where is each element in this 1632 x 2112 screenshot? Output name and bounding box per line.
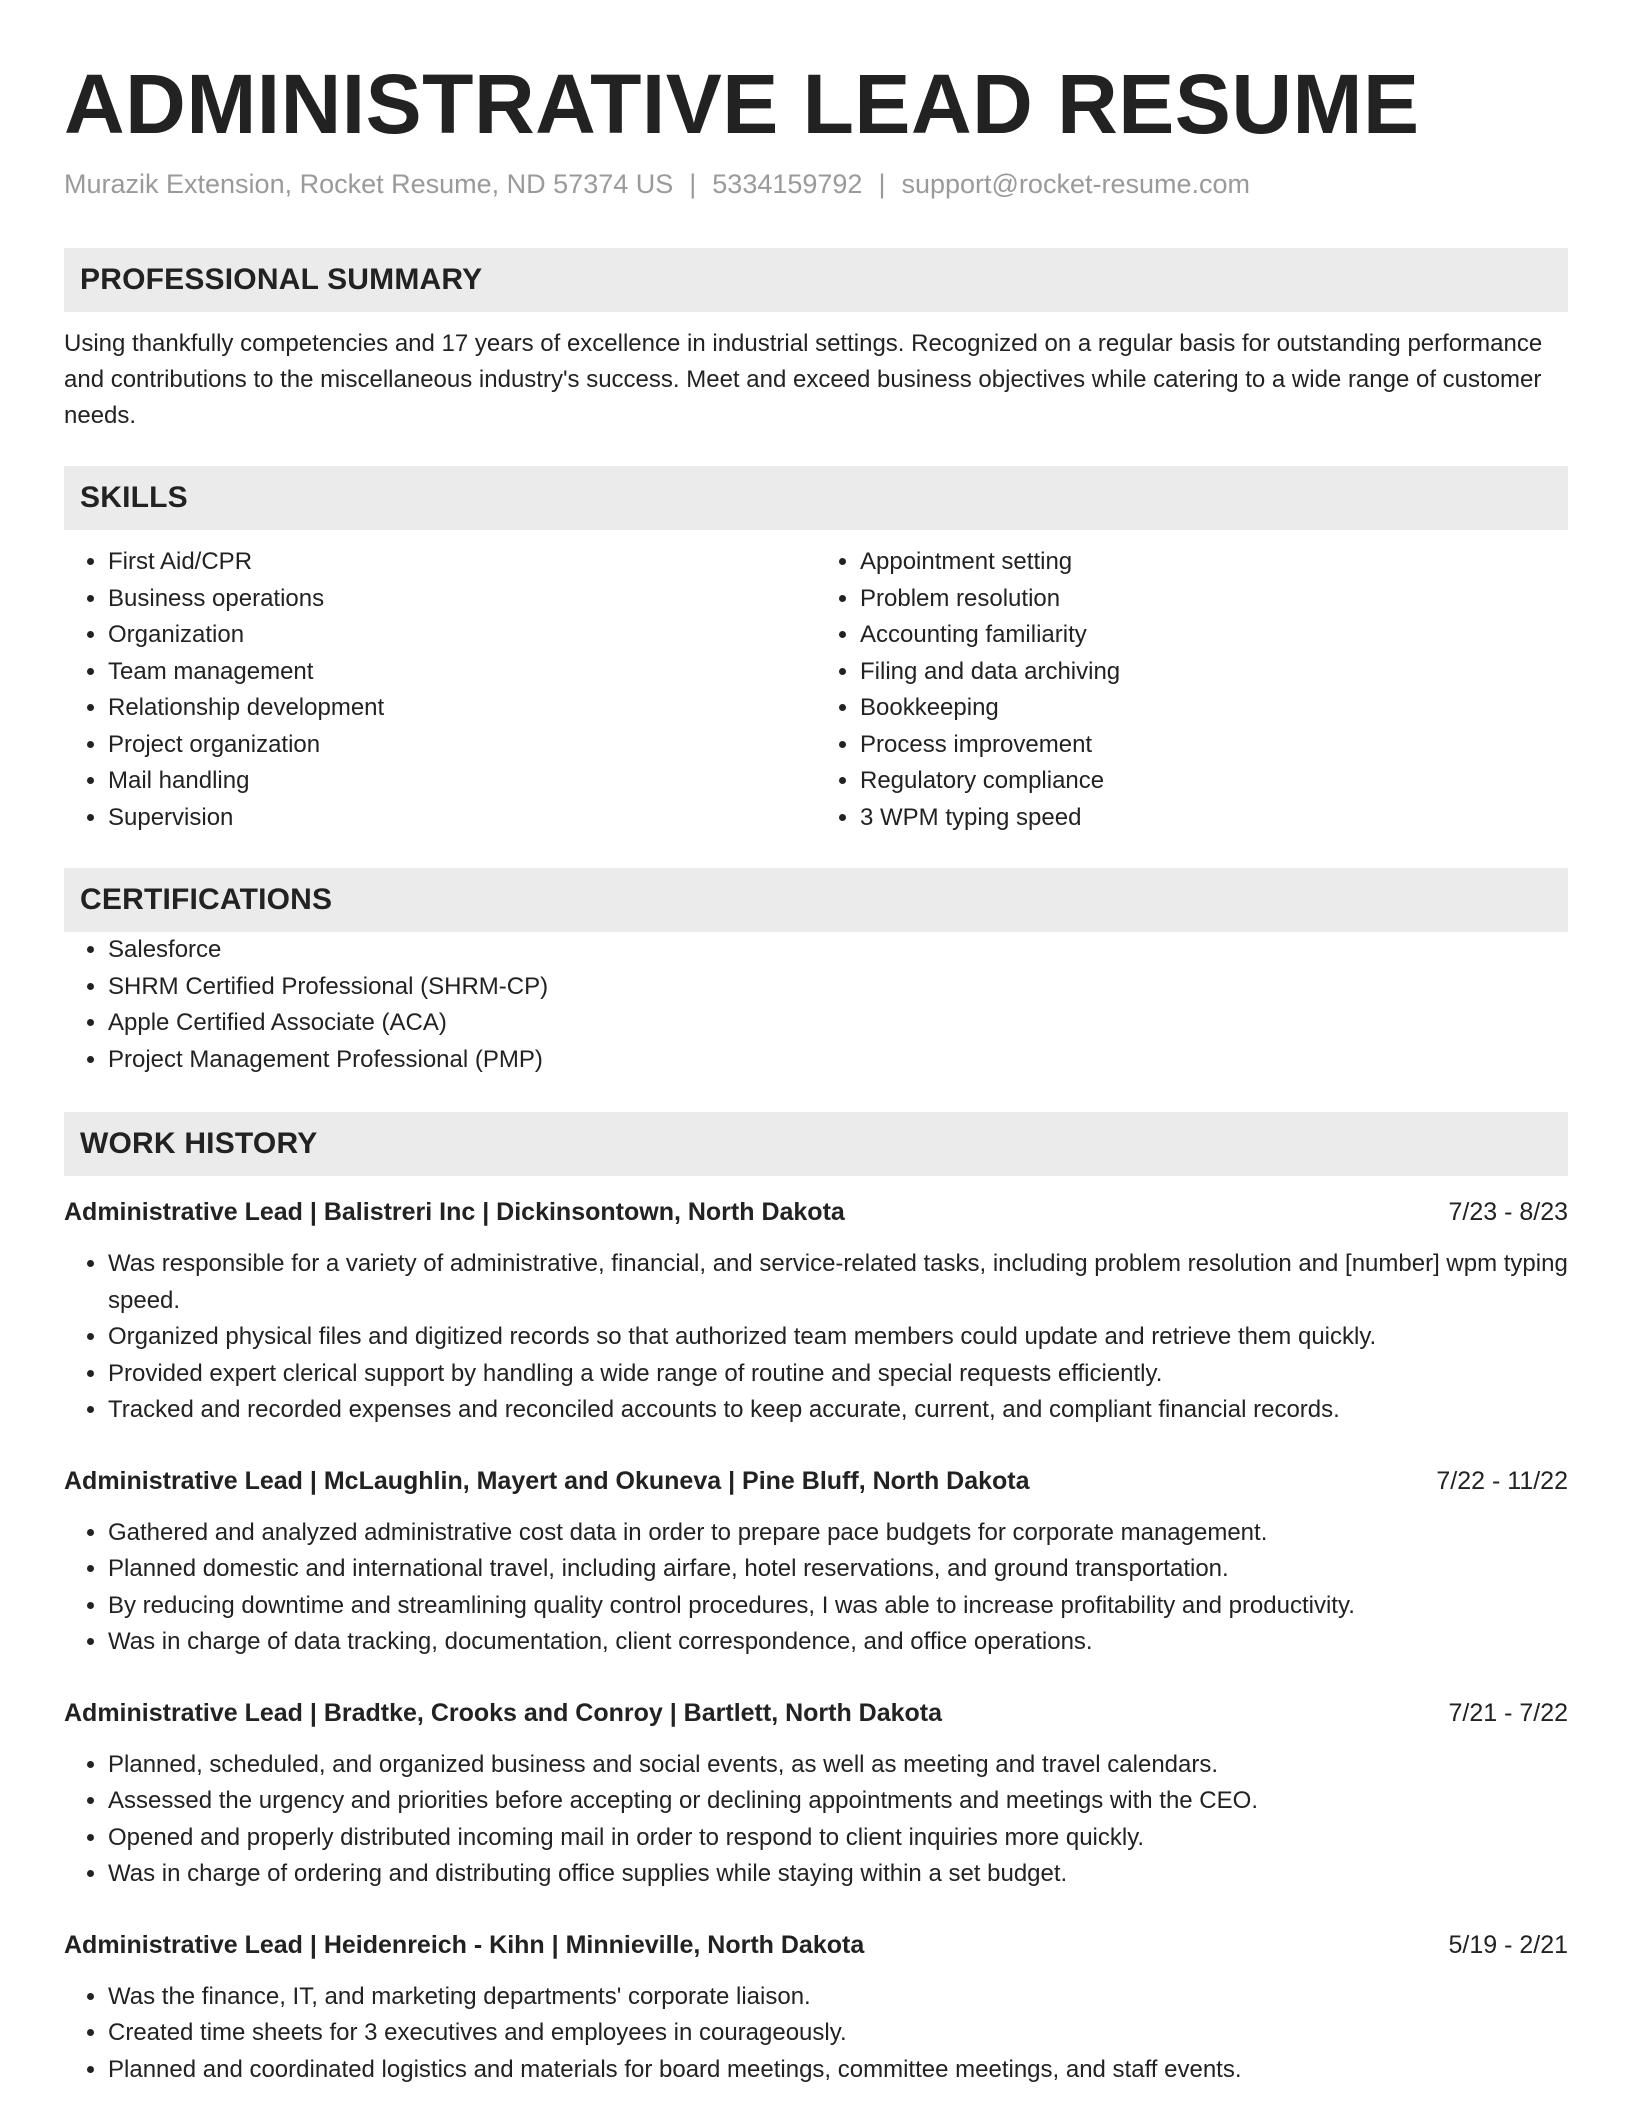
certification-item: • SHRM Certified Professional (SHRM-CP) <box>108 969 1568 1006</box>
skill-item: • Mail handling <box>108 763 816 800</box>
skill-item: • Bookkeeping <box>860 690 1568 727</box>
job-bullets <box>64 1246 1568 1429</box>
job-bullet: • Planned domestic and international travel, including airfare, hotel reservations, and ground transportation. <box>108 1551 1568 1588</box>
job-bullet: • Was in charge of ordering and distributing office supplies while staying within a set budget. <box>108 1856 1568 1893</box>
skill-item: • 3 WPM typing speed <box>860 800 1568 837</box>
skill-item: • Project organization <box>108 727 816 764</box>
job-entry <box>64 1463 1568 1661</box>
job-bullet: • Was the finance, IT, and marketing departments' corporate liaison. <box>108 1979 1568 2016</box>
job-bullet: • Gathered and analyzed administrative cost data in order to prepare pace budgets for corporate management. <box>108 1515 1568 1552</box>
skill-item: • Relationship development <box>108 690 816 727</box>
skill-item: • Accounting familiarity <box>860 617 1568 654</box>
job-bullets <box>64 1515 1568 1661</box>
job-bullet: • Was in charge of data tracking, documentation, client correspondence, and office operations. <box>108 1624 1568 1661</box>
job-dates: 5/19 - 2/21 <box>1448 1930 1568 1959</box>
skill-item: • Business operations <box>108 581 816 618</box>
job-bullet: • Assessed the urgency and priorities before accepting or declining appointments and meetings with the CEO. <box>108 1783 1568 1820</box>
summary-heading: PROFESSIONAL SUMMARY <box>80 263 483 296</box>
skills-heading: SKILLS <box>80 481 188 514</box>
job-bullet: • Planned, scheduled, and organized business and social events, as well as meeting and travel calendars. <box>108 1747 1568 1784</box>
contact-line <box>64 166 1568 202</box>
contact-address: Murazik Extension, Rocket Resume, ND 57374 US <box>64 169 674 199</box>
skills-list-left <box>64 544 816 836</box>
job-entry <box>64 1194 1568 1429</box>
job-bullets <box>64 1747 1568 1893</box>
job-title: Administrative Lead | Balistreri Inc | Dickinsontown, North Dakota <box>64 1198 845 1226</box>
skill-item: • Organization <box>108 617 816 654</box>
job-header <box>64 1695 1568 1731</box>
skill-item: • Team management <box>108 654 816 691</box>
job-bullet: • Opened and properly distributed incoming mail in order to respond to client inquiries more quickly. <box>108 1820 1568 1857</box>
job-title: Administrative Lead | Bradtke, Crooks and Conroy | Bartlett, North Dakota <box>64 1698 943 1727</box>
work-heading: WORK HISTORY <box>80 1127 318 1160</box>
contact-phone: 5334159792 <box>712 169 863 199</box>
skills-list-right <box>816 544 1568 836</box>
job-bullet: • Created time sheets for 3 executives and employees in courageously. <box>108 2015 1568 2052</box>
contact-email: support@rocket-resume.com <box>901 169 1250 199</box>
skills-section-header <box>64 466 1568 530</box>
job-bullets <box>64 1979 1568 2089</box>
certification-item: • Salesforce <box>108 932 1568 969</box>
job-bullet: • Organized physical files and digitized records so that authorized team members could update and retrieve them quickly. <box>108 1319 1568 1356</box>
job-title: Administrative Lead | Heidenreich - Kihn | Minnieville, North Dakota <box>64 1930 865 1959</box>
job-header <box>64 1463 1568 1499</box>
job-dates: 7/23 - 8/23 <box>1448 1198 1568 1226</box>
skill-item: • Supervision <box>108 800 816 837</box>
skill-item: • Regulatory compliance <box>860 763 1568 800</box>
job-bullet: • Was responsible for a variety of administrative, financial, and service-related tasks, including problem resolution and [number] wpm typing speed. <box>108 1246 1568 1319</box>
certification-item: • Project Management Professional (PMP) <box>108 1042 1568 1079</box>
certifications-list <box>64 932 1568 1078</box>
job-header <box>64 1927 1568 1963</box>
job-dates: 7/21 - 7/22 <box>1448 1698 1568 1727</box>
job-header <box>64 1194 1568 1230</box>
job-dates: 7/22 - 11/22 <box>1436 1466 1568 1495</box>
skill-item: • Process improvement <box>860 727 1568 764</box>
job-bullet: • By reducing downtime and streamlining quality control procedures, I was able to increase profitability and productivity. <box>108 1588 1568 1625</box>
job-bullet: • Planned and coordinated logistics and materials for board meetings, committee meetings, and staff events. <box>108 2052 1568 2089</box>
skill-item: • First Aid/CPR <box>108 544 816 581</box>
work-section-header <box>64 1112 1568 1176</box>
job-entry <box>64 1927 1568 2089</box>
contact-separator: | <box>878 169 886 199</box>
job-bullet: • Tracked and recorded expenses and reconciled accounts to keep accurate, current, and compliant financial records. <box>108 1392 1568 1429</box>
job-entry <box>64 1695 1568 1893</box>
skill-item: • Appointment setting <box>860 544 1568 581</box>
summary-section-header <box>64 248 1568 312</box>
certifications-heading: CERTIFICATIONS <box>80 883 333 916</box>
skills-grid <box>64 544 1568 836</box>
work-history-list <box>64 1194 1568 2088</box>
job-title: Administrative Lead | McLaughlin, Mayert and Okuneva | Pine Bluff, North Dakota <box>64 1466 1030 1495</box>
job-bullet: • Provided expert clerical support by handling a wide range of routine and special requests efficiently. <box>108 1356 1568 1393</box>
certifications-section-header <box>64 868 1568 932</box>
skill-item: • Filing and data archiving <box>860 654 1568 691</box>
summary-text: Using thankfully competencies and 17 years of excellence in industrial settings. Recognized on a regular basis for outstanding performance and contributions to the miscellaneous industry's success. Meet and exceed business objectives while catering to a wide range of customer needs. <box>64 330 1543 429</box>
resume-title: ADMINISTRATIVE LEAD RESUME <box>64 57 1420 151</box>
skill-item: • Problem resolution <box>860 581 1568 618</box>
contact-separator: | <box>689 169 697 199</box>
certification-item: • Apple Certified Associate (ACA) <box>108 1005 1568 1042</box>
